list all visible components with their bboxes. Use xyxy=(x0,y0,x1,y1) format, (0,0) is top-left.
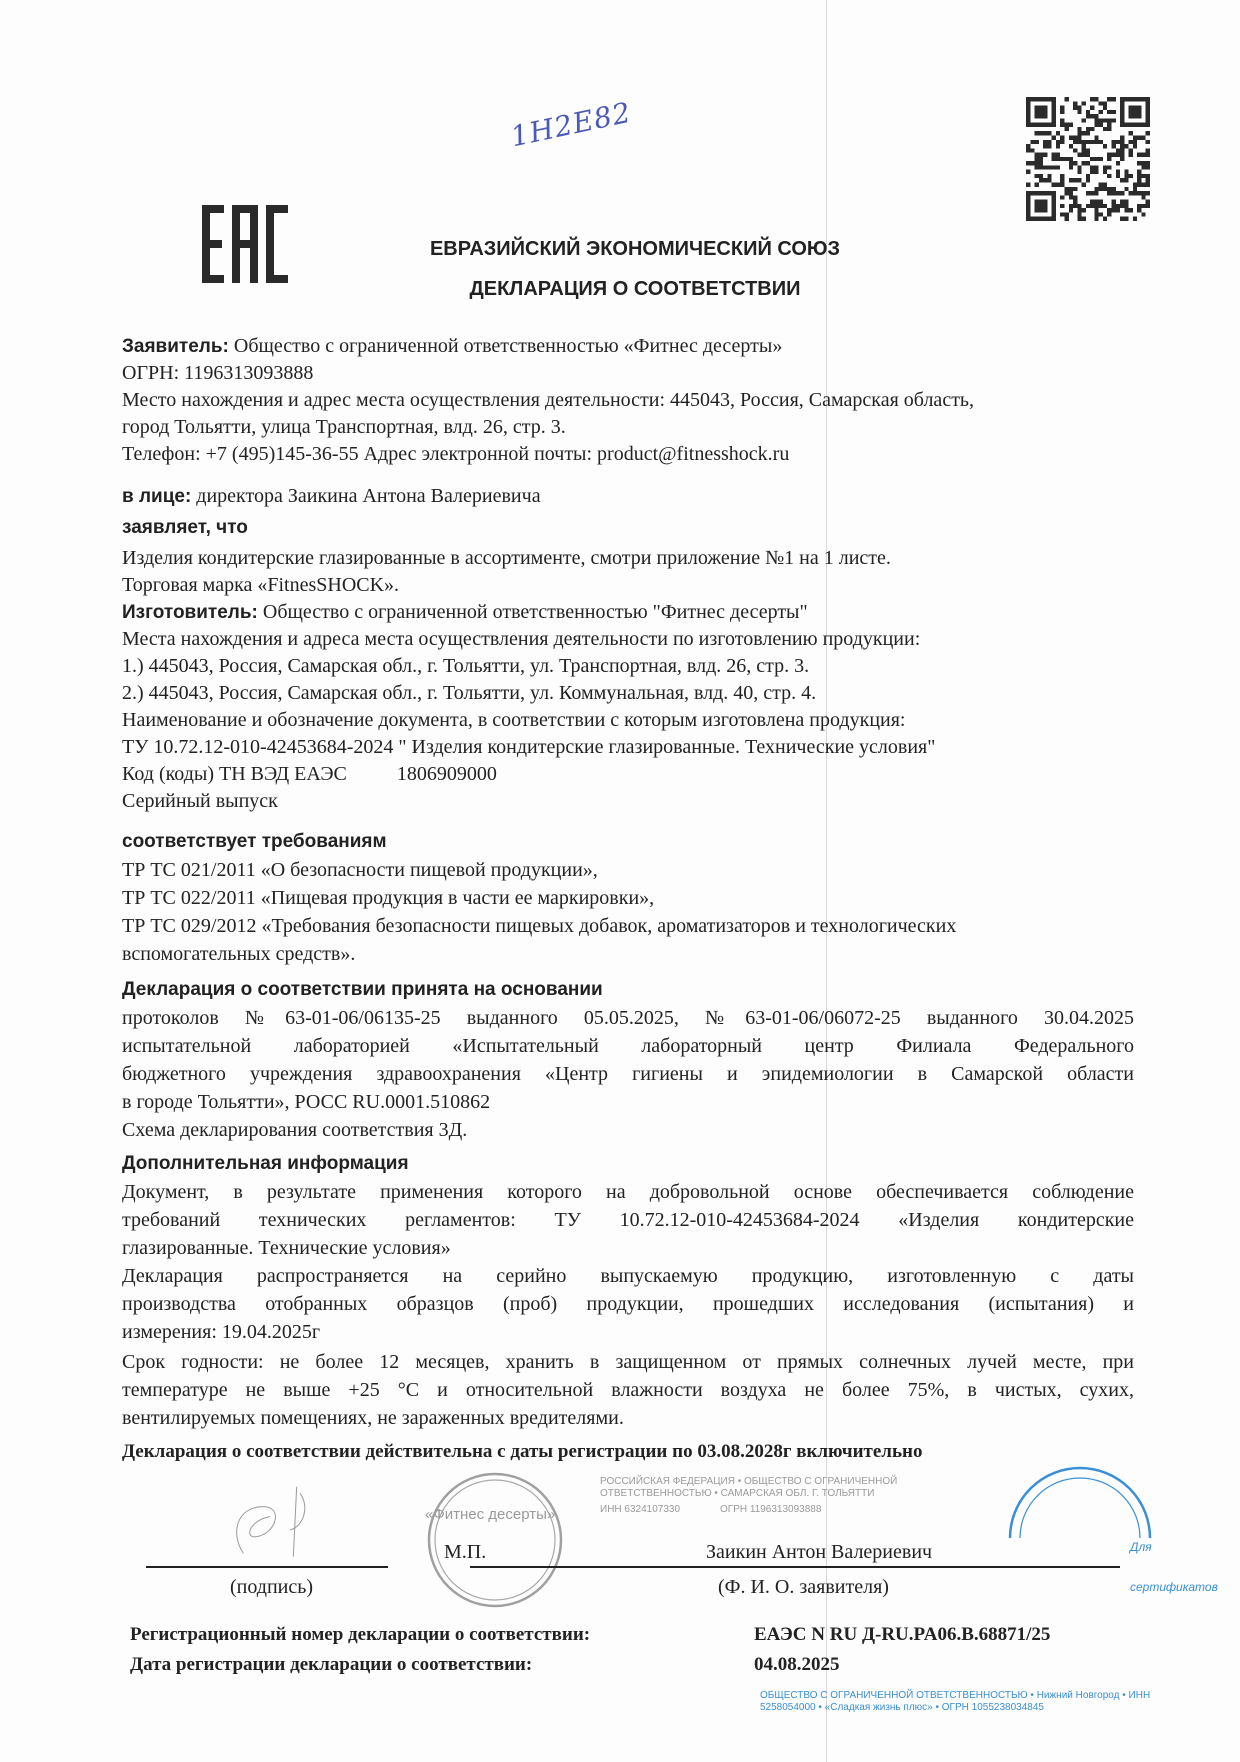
applicant-address-1: Место нахождения и адрес места осуществления деятельности: 445043, Россия, Самарская область, xyxy=(122,389,975,411)
company-stamp-name: «Фитнес десерты» xyxy=(425,1506,556,1523)
representative-value: директора Заикина Антона Валериевича xyxy=(191,485,541,507)
union-title: ЕВРАЗИЙСКИЙ ЭКОНОМИЧЕСКИЙ СОЮЗ xyxy=(429,238,841,260)
company-stamp-ring: РОССИЙСКАЯ ФЕДЕРАЦИЯ • ОБЩЕСТВО С ОГРАНИЧЕННОЙ ОТВЕТСТВЕННОСТЬЮ • САМАРСКАЯ ОБЛ. Г. ТОЛЬЯТТИ xyxy=(600,1476,898,1499)
cert-stamp-text-2: сертификатов xyxy=(1130,1580,1218,1594)
applicant-full-name: Заикин Антон Валериевич xyxy=(706,1541,933,1563)
applicant-ogrn: ОГРН: 1196313093888 xyxy=(122,362,314,384)
manufacturer-address-2: 2.) 445043, Россия, Самарская обл., г. Тольятти, ул. Коммунальная, влд. 40, стр. 4. xyxy=(122,682,817,704)
signature-caption: (подпись) xyxy=(230,1576,314,1598)
stamp-place-label: М.П. xyxy=(444,1541,487,1563)
basis-label: Декларация о соответствии принята на основании xyxy=(122,979,603,1000)
name-line xyxy=(470,1566,1120,1568)
shelf-life-line: Срок годности: не более 12 месяцев, хранить в защищенном от прямых солнечных лучей месте, при xyxy=(122,1351,1134,1373)
company-stamp xyxy=(400,1470,590,1610)
additional-line: Документ, в результате применения которого на добровольной основе обеспечивается соблюдение xyxy=(122,1181,1134,1203)
manufacturer-name: Общество с ограниченной ответственностью "Фитнес десерты" xyxy=(257,601,808,623)
registration-number-label: Регистрационный номер декларации о соответствии: xyxy=(130,1624,591,1645)
manufacturer-label: Изготовитель: xyxy=(122,602,258,623)
handwritten-note: 1H2E82 xyxy=(507,95,635,154)
manufacturer-line xyxy=(122,600,808,624)
applicant-address-2: город Тольятти, улица Транспортная, влд. 26, стр. 3. xyxy=(122,416,566,438)
certification-stamp xyxy=(1005,1462,1155,1538)
requirement-item: вспомогательных средств». xyxy=(122,943,356,965)
cert-stamp-text-1: Для xyxy=(1130,1540,1152,1554)
additional-info-label: Дополнительная информация xyxy=(122,1153,409,1174)
additional-line: Декларация распространяется на серийно выпускаемую продукцию, изготовленную с даты xyxy=(122,1265,1134,1287)
registration-date-value: 04.08.2025 xyxy=(754,1654,840,1675)
standard-doc-intro: Наименование и обозначение документа, в соответствии с которым изготовлена продукция: xyxy=(122,709,906,731)
tnved-label: Код (коды) ТН ВЭД ЕАЭС xyxy=(122,763,347,785)
applicant-label: Заявитель: xyxy=(122,336,229,357)
requirement-item: ТР ТС 022/2011 «Пищевая продукция в части ее маркировки», xyxy=(122,887,655,909)
applicant-name: Общество с ограниченной ответственностью «Фитнес десерты» xyxy=(228,335,783,357)
additional-line: производства отобранных образцов (проб) продукции, прошедших исследования (испытания) и xyxy=(122,1293,1134,1315)
declares-label: заявляет, что xyxy=(122,517,248,538)
shelf-life-line: температуре не выше +25 °С и относительной влажности воздуха не более 75%, в чистых, сухих, xyxy=(122,1379,1134,1401)
trademark: Торговая марка «FitnesSHOCK». xyxy=(122,574,400,596)
company-stamp-ogrn: ОГРН 1196313093888 xyxy=(720,1504,822,1515)
document-title: ДЕКЛАРАЦИЯ О СООТВЕТСТВИИ xyxy=(469,278,801,300)
representative-label: в лице: xyxy=(122,486,192,507)
applicant-contacts: Телефон: +7 (495)145-36-55 Адрес электронной почты: product@fitnesshock.ru xyxy=(122,443,790,465)
manufacturer-address-1: 1.) 445043, Россия, Самарская обл., г. Тольятти, ул. Транспортная, влд. 26, стр. 3. xyxy=(122,655,810,677)
signature-line xyxy=(146,1566,388,1568)
series-production: Серийный выпуск xyxy=(122,790,278,812)
requirements-label: соответствует требованиям xyxy=(122,831,387,852)
tnved-line xyxy=(122,762,497,786)
qr-code-icon xyxy=(1020,97,1156,221)
additional-line: глазированные. Технические условия» xyxy=(122,1237,451,1259)
tnved-value: 1806909000 xyxy=(396,763,497,785)
representative-line xyxy=(122,484,541,508)
basis-line: в городе Тольятти», РОСС RU.0001.510862 xyxy=(122,1091,491,1113)
additional-line: измерения: 19.04.2025г xyxy=(122,1321,321,1343)
basis-line: бюджетного учреждения здравоохранения «Центр гигиены и эпидемиологии в Самарской области xyxy=(122,1063,1134,1085)
basis-line: протоколов №63-01-06/06135-25 выданного 05.05.2025, №63-01-06/06072-25 выданного 30.04.2025 xyxy=(122,1007,1134,1029)
standard-doc: ТУ 10.72.12-010-42453684-2024 " Изделия кондитерские глазированные. Технические условия" xyxy=(122,736,936,758)
additional-line: требований технических регламентов: ТУ 10.72.12-010-42453684-2024 «Изделия кондитерские xyxy=(122,1209,1134,1231)
company-stamp-inn: ИНН 6324107330 xyxy=(600,1504,681,1515)
shelf-life-line: вентилируемых помещениях, не зараженных вредителями. xyxy=(122,1407,624,1429)
cert-stamp-ring: ОБЩЕСТВО С ОГРАНИЧЕННОЙ ОТВЕТСТВЕННОСТЬЮ • Нижний Новгород • ИНН 5258054000 • «Сладкая жизнь плюс» • ОГРН 1055238034845 xyxy=(760,1690,1151,1713)
declaration-scheme: Схема декларирования соответствия 3Д. xyxy=(122,1119,468,1141)
registration-date-label: Дата регистрации декларации о соответствии: xyxy=(130,1654,533,1675)
applicant-line xyxy=(122,334,782,358)
name-caption: (Ф. И. О. заявителя) xyxy=(718,1576,889,1598)
signature-scribble xyxy=(200,1480,340,1560)
requirement-item: ТР ТС 029/2012 «Требования безопасности пищевых добавок, ароматизаторов и технологических xyxy=(122,915,957,937)
validity-statement: Декларация о соответствии действительна с даты регистрации по 03.08.2028г включительно xyxy=(122,1441,923,1462)
basis-line: испытательной лабораторией «Испытательный лабораторный центр Филиала Федерального xyxy=(122,1035,1134,1057)
manufacturer-addresses-intro: Места нахождения и адреса места осуществления деятельности по изготовлению продукции: xyxy=(122,628,921,650)
registration-number-value: ЕАЭС N RU Д-RU.PA06.B.68871/25 xyxy=(754,1624,1051,1645)
product-description: Изделия кондитерские глазированные в ассортименте, смотри приложение №1 на 1 листе. xyxy=(122,547,891,569)
requirement-item: ТР ТС 021/2011 «О безопасности пищевой продукции», xyxy=(122,859,598,881)
